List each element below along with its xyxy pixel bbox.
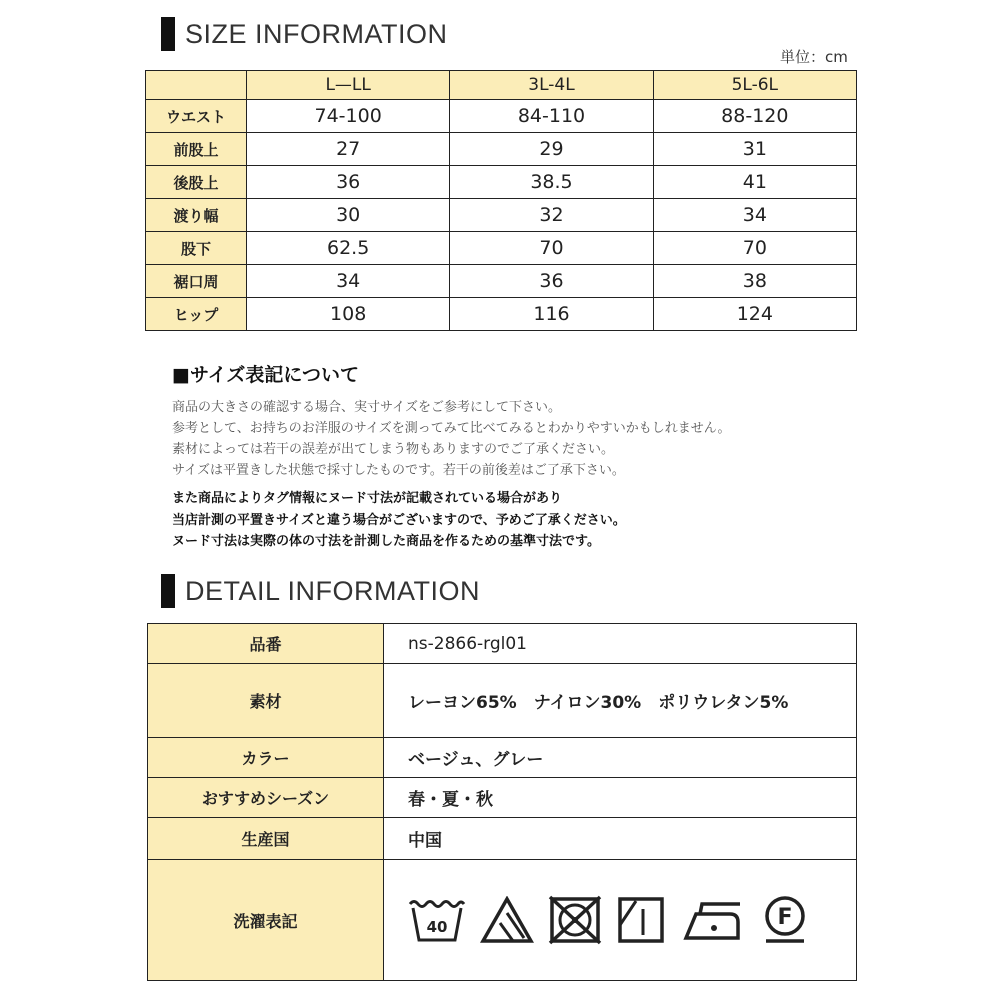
detail-label: 素材 — [148, 664, 384, 738]
bleach-triangle-icon — [480, 896, 534, 944]
detail-row-care — [148, 860, 857, 981]
nude-size-note-line: また商品によりタグ情報にヌード寸法が記載されている場合があり — [172, 491, 563, 506]
unit-label: 単位：cm — [780, 48, 848, 66]
size-cell: 34 — [247, 265, 450, 298]
size-note-line: 参考として、お持ちのお洋服のサイズを測ってみて比べてみるとわかりやすいかもしれません。 — [172, 421, 731, 436]
detail-section-title: DETAIL INFORMATION — [185, 575, 481, 606]
size-row — [146, 232, 857, 265]
care-symbols — [384, 860, 857, 981]
size-table-header-row — [146, 71, 857, 100]
detail-label: 品番 — [148, 624, 384, 664]
size-row — [146, 166, 857, 199]
detail-row-product-no — [148, 624, 857, 664]
size-cell: 74-100 — [247, 100, 450, 133]
size-cell: 32 — [450, 199, 653, 232]
size-note-title: ■サイズ表記について — [172, 364, 360, 386]
size-row-label: ウエスト — [146, 100, 247, 133]
nude-size-note — [172, 488, 626, 553]
origin-value: 中国 — [384, 818, 857, 860]
size-column-header: 3L-4L — [450, 71, 653, 100]
wash-temp-text: 40 — [426, 918, 448, 936]
season-value: 春・夏・秋 — [384, 778, 857, 818]
detail-label: おすすめシーズン — [148, 778, 384, 818]
detail-table — [147, 623, 857, 981]
size-cell: 29 — [450, 133, 653, 166]
size-cell: 116 — [450, 298, 653, 331]
size-cell: 70 — [653, 232, 856, 265]
detail-label: 洗濯表記 — [148, 860, 384, 981]
section-marker — [161, 17, 175, 51]
size-row — [146, 199, 857, 232]
size-cell: 124 — [653, 298, 856, 331]
nude-size-note-line: ヌード寸法は実際の体の寸法を計測した商品を作るための基準寸法です。 — [172, 534, 600, 549]
size-table — [145, 70, 857, 331]
material-value: レーヨン65% ナイロン30% ポリウレタン5% — [384, 664, 857, 738]
size-cell: 70 — [450, 232, 653, 265]
size-row — [146, 265, 857, 298]
detail-row-origin — [148, 818, 857, 860]
detail-label: カラー — [148, 738, 384, 778]
line-dry-icon — [616, 895, 666, 945]
size-cell: 30 — [247, 199, 450, 232]
product-no-value: ns-2866-rgl01 — [384, 624, 857, 664]
size-section-title: SIZE INFORMATION — [185, 18, 448, 49]
size-row-label: 裾口周 — [146, 265, 247, 298]
size-cell: 36 — [247, 166, 450, 199]
size-cell: 27 — [247, 133, 450, 166]
dryclean-letter: F — [777, 905, 793, 930]
size-note-line: 商品の大きさの確認する場合、実寸サイズをご参考にして下さい。 — [172, 400, 561, 415]
size-cell: 84-110 — [450, 100, 653, 133]
size-row — [146, 133, 857, 166]
dryclean-f-icon — [760, 894, 810, 946]
detail-row-season — [148, 778, 857, 818]
detail-row-color — [148, 738, 857, 778]
size-row-label: 渡り幅 — [146, 199, 247, 232]
size-cell: 31 — [653, 133, 856, 166]
color-value: ベージュ、グレー — [384, 738, 857, 778]
detail-row-material — [148, 664, 857, 738]
size-column-header: 5L-6L — [653, 71, 856, 100]
size-note-line: 素材によっては若干の誤差が出てしまう物もありますのでご了承ください。 — [172, 442, 615, 457]
size-cell: 36 — [450, 265, 653, 298]
detail-label: 生産国 — [148, 818, 384, 860]
size-row — [146, 298, 857, 331]
wash-40-icon — [408, 896, 466, 944]
size-cell: 62.5 — [247, 232, 450, 265]
detail-section-header — [161, 574, 480, 608]
size-note-text — [172, 397, 730, 481]
no-tumble-dry-icon — [548, 895, 602, 945]
size-cell: 38.5 — [450, 166, 653, 199]
size-row — [146, 100, 857, 133]
size-table-corner — [146, 71, 247, 100]
size-row-label: 股下 — [146, 232, 247, 265]
size-row-label: 前股上 — [146, 133, 247, 166]
size-column-header: L—LL — [247, 71, 450, 100]
size-cell: 88-120 — [653, 100, 856, 133]
size-cell: 38 — [653, 265, 856, 298]
nude-size-note-line: 当店計測の平置きサイズと違う場合がございますので、予めご了承ください。 — [172, 512, 626, 528]
size-cell: 41 — [653, 166, 856, 199]
size-cell: 34 — [653, 199, 856, 232]
size-row-label: 後股上 — [146, 166, 247, 199]
iron-icon — [680, 896, 746, 944]
section-marker — [161, 574, 175, 608]
size-row-label: ヒップ — [146, 298, 247, 331]
size-note-line: サイズは平置きした状態で採寸したものです。若干の前後差はご了承下さい。 — [172, 463, 625, 478]
size-section-header — [161, 17, 448, 51]
size-cell: 108 — [247, 298, 450, 331]
